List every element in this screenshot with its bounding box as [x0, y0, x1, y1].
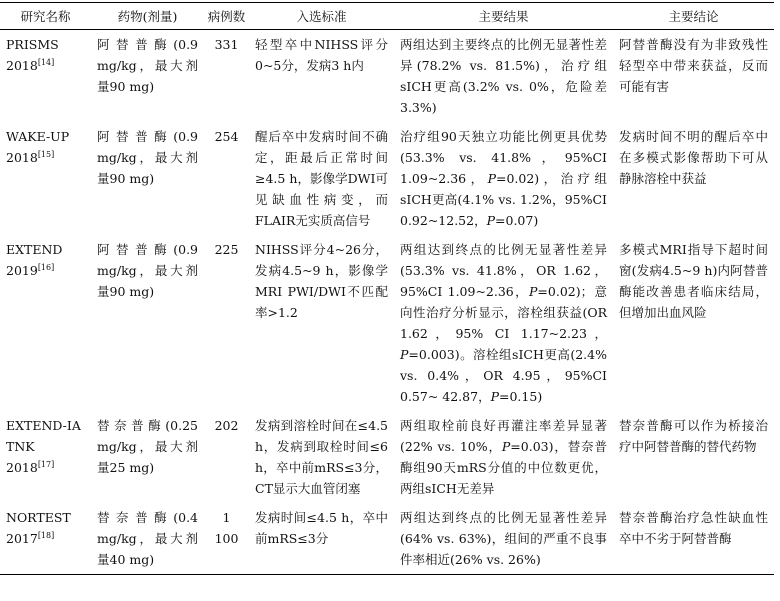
study-name-cell [0, 235, 91, 411]
study-name-cell [0, 411, 91, 503]
reference-marker: [16] [37, 262, 55, 272]
p-value-symbol: P [501, 439, 511, 454]
table-row [0, 411, 774, 503]
results-cell: 两组达到主要终点的比例无显著性差异(78.2% vs. 81.5%)，治疗组sICH更高(3.2% vs. 0%，危险差3.3%) [400, 37, 607, 115]
p-value-symbol: P [486, 213, 496, 228]
cases-cell: 1 100 [204, 503, 249, 575]
conclusion-cell: 替奈普酶治疗急性缺血性卒中不劣于阿替普酶 [613, 503, 774, 575]
reference-marker: [14] [37, 57, 55, 67]
p-value-symbol: P [487, 171, 496, 186]
cases-cell: 225 [214, 242, 239, 257]
cases-cell: 331 [214, 37, 239, 52]
study-name-cell [0, 503, 91, 575]
criteria-cell: 轻型卒中NIHSS评分0~5分，发病3 h内 [255, 37, 388, 73]
results-cell: 两组达到终点的比例无显著性差异(53.3% vs. 41.8%，OR 1.62，95%CI 1.09~2.36，P=0.02)；意向性治疗分析显示，溶栓组获益(OR 1.62，95% CI 1.17~2.23，P=0.003)。溶栓组sICH更高(2.4% vs. 0.4%，OR 4.95，95%CI 0.57~ 42.87，P=0.15) [400, 242, 607, 404]
cases-cell: 254 [214, 129, 239, 144]
study-name-cell [0, 30, 91, 123]
study-name: EXTEND-IA TNK 2018 [6, 418, 81, 475]
drug-cell: 阿替普酶(0.9 mg/kg，最大剂量90 mg) [97, 242, 198, 299]
cases-cell: 202 [214, 418, 239, 433]
reference-marker: [17] [37, 459, 55, 469]
header-results: 主要结果 [394, 3, 613, 30]
header-drug: 药物(剂量) [91, 3, 204, 30]
results-cell: 两组取栓前良好再灌注率差异显著(22% vs. 10%，P=0.03)，替奈普酶组90天mRS分值的中位数更优，两组sICH无差异 [400, 418, 607, 496]
header-criteria: 入选标准 [249, 3, 394, 30]
p-value-symbol: P [490, 389, 499, 404]
drug-cell: 阿替普酶(0.9 mg/kg，最大剂量90 mg) [97, 37, 198, 94]
conclusion-cell: 阿替普酶没有为非致残性轻型卒中带来获益，反而可能有害 [619, 37, 768, 94]
header-row [0, 3, 774, 30]
results-cell: 两组达到终点的比例无显著性差异(64% vs. 63%)，组间的严重不良事件率相近(26% vs. 26%) [394, 503, 613, 575]
criteria-cell: 醒后卒中发病时间不确定，距最后正常时间≥4.5 h，影像学DWI可见缺血性病变，而FLAIR无实质高信号 [255, 129, 388, 228]
study-name-cell [0, 122, 91, 235]
reference-marker: [15] [37, 149, 55, 159]
study-name: EXTEND 2019 [6, 242, 63, 278]
table-row [0, 30, 774, 123]
header-study-name: 研究名称 [0, 3, 91, 30]
criteria-cell: NIHSS评分4~26分，发病4.5~9 h，影像学MRI PWI/DWI不匹配率>1.2 [255, 242, 388, 320]
study-name: WAKE-UP 2018 [6, 129, 70, 165]
table-row [0, 122, 774, 235]
study-name: NORTEST 2017 [6, 510, 71, 546]
table-row [0, 235, 774, 411]
criteria-cell: 发病时间≤4.5 h，卒中前mRS≤3分 [249, 503, 394, 575]
reference-marker: [18] [37, 530, 55, 540]
results-cell: 治疗组90天独立功能比例更具优势(53.3% vs. 41.8%，95%CI 1.09~2.36，P=0.02)，治疗组sICH更高(4.1% vs. 1.2%，95%CI 0.92~12.52，P=0.07) [400, 129, 608, 228]
header-cases: 病例数 [204, 3, 249, 30]
study-name: PRISMS 2018 [6, 37, 59, 73]
drug-cell: 阿替普酶(0.9 mg/kg，最大剂量90 mg) [97, 129, 198, 186]
clinical-trials-table [0, 2, 774, 575]
p-value-symbol: P [529, 284, 538, 299]
drug-cell: 替奈普酶(0.4 mg/kg，最大剂量40 mg) [91, 503, 204, 575]
drug-cell: 替奈普酶(0.25 mg/kg，最大剂量25 mg) [97, 418, 198, 475]
conclusion-cell: 多模式MRI指导下超时间窗(发病4.5~9 h)内阿替普酶能改善患者临床结局，但增加出血风险 [619, 242, 768, 320]
conclusion-cell: 发病时间不明的醒后卒中在多模式影像帮助下可从静脉溶栓中获益 [619, 129, 768, 186]
p-value-symbol: P [400, 347, 409, 362]
header-conclusion: 主要结论 [613, 3, 774, 30]
criteria-cell: 发病到溶栓时间在≤4.5 h，发病到取栓时间≤6 h，卒中前mRS≤3分，CT显示大血管闭塞 [255, 418, 388, 496]
conclusion-cell: 替奈普酶可以作为桥接治疗中阿替普酶的替代药物 [619, 418, 768, 454]
table-row [0, 503, 774, 575]
